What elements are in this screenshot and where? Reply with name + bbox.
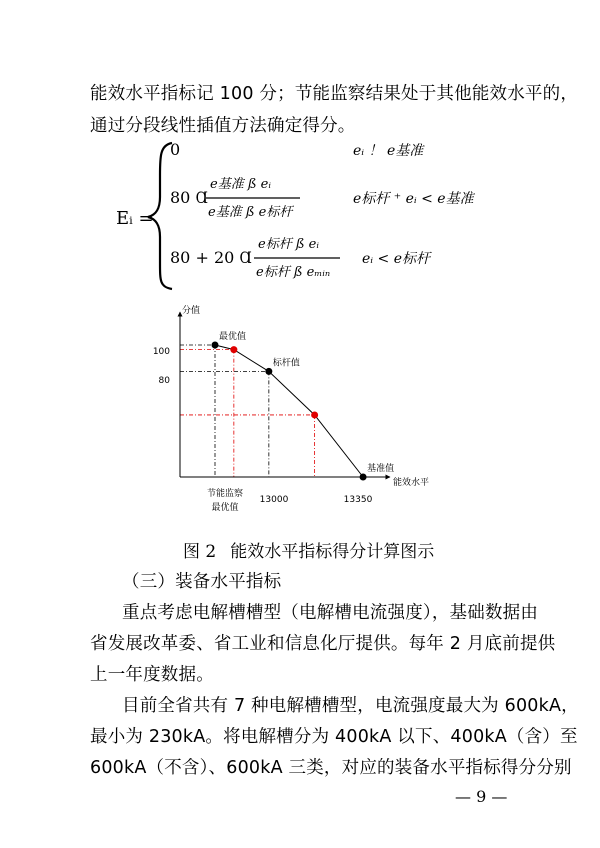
paragraph-line: 上一年度数据。 — [90, 665, 214, 685]
x-tick-label: 13000 — [259, 495, 289, 505]
paragraph-line: 重点考虑电解槽槽型（电解槽电流强度），基础数据由 — [122, 603, 539, 623]
case1-condition: eᵢ ！ e基准 — [353, 143, 424, 159]
x-tick-label: 最优值 — [211, 503, 239, 513]
x-axis-label: 能效水平 — [393, 478, 430, 488]
section-heading: （三）装备水平指标 — [122, 572, 282, 592]
paragraph-line: 省发展改革委、省工业和信息化厅提供。每年 2 月底前提供 — [90, 634, 556, 654]
figure-number: 图 2 — [183, 542, 217, 562]
score-chart — [152, 300, 460, 520]
paragraph-line: 能效水平指标记 100 分；节能监察结果处于其他能效水平的， — [90, 84, 579, 104]
case2-numerator: e基准 ß eᵢ — [210, 177, 271, 192]
figure-title: 能效水平指标得分计算图示 — [230, 542, 435, 562]
point-label: 标杆值 — [272, 358, 300, 369]
data-point — [265, 368, 272, 375]
case2-condition: e标杆 ⁺ eᵢ < e基准 — [353, 191, 474, 207]
x-tick-label: 13350 — [343, 495, 373, 505]
paragraph-line: 最小为 230kA。将电解槽分为 400kA 以下、400kA（含）至 — [90, 727, 578, 747]
case1-expr: 0 — [170, 140, 181, 159]
y-axis-label: 分值 — [182, 306, 201, 316]
paragraph-line: 目前全省共有 7 种电解槽槽型，电流强度最大为 600kA， — [122, 696, 579, 716]
case2-denominator: e基准 ß e标杆 — [208, 205, 293, 220]
y-tick-label: 80 — [158, 376, 170, 386]
data-point — [311, 411, 318, 418]
x-tick-label: 节能监察 — [206, 489, 244, 499]
piecewise-formula — [0, 135, 600, 295]
formula-lhs: Eᵢ = — [116, 208, 154, 229]
point-label: 最优值 — [219, 332, 247, 342]
page-number: — 9 — — [455, 787, 508, 806]
case2-prefix: 80 Ɑ — [170, 188, 208, 207]
case3-denominator: e标杆 ß eₘᵢₙ — [256, 265, 331, 280]
figure-caption — [183, 537, 434, 562]
paragraph-line: 600kA（不含）、600kA 三类，对应的装备水平指标得分分别 — [90, 758, 572, 778]
case3-condition: eᵢ < e标杆 — [362, 251, 431, 267]
case3-prefix: 80 + 20 Ɑ — [170, 248, 252, 267]
left-brace — [148, 143, 172, 289]
data-point — [360, 474, 367, 481]
paragraph-line: 通过分段线性插值方法确定得分。 — [90, 116, 356, 136]
case3-numerator: e标杆 ß eᵢ — [258, 237, 319, 252]
point-label: 基准值 — [367, 464, 395, 474]
y-tick-label: 100 — [152, 347, 170, 357]
data-point — [230, 346, 237, 353]
data-point — [212, 342, 219, 349]
